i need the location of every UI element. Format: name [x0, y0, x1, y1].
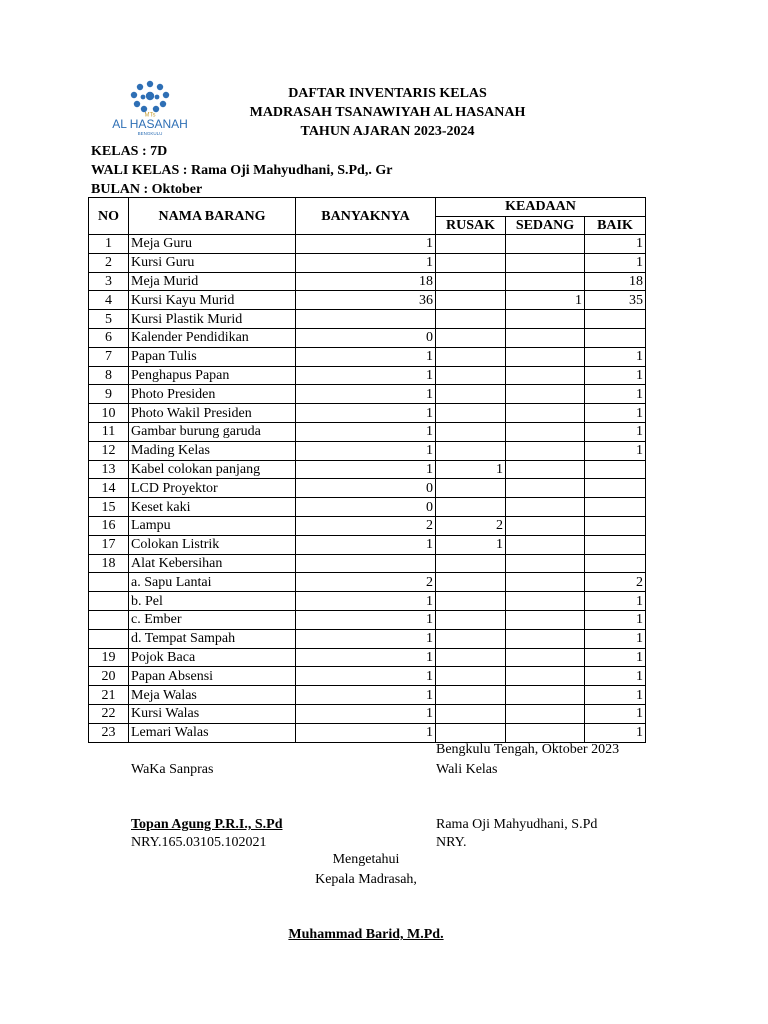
inventory-table-body — [89, 235, 646, 743]
table-row — [89, 272, 646, 291]
row-number: 10 — [89, 404, 129, 423]
item-quantity: 1 — [296, 235, 436, 254]
table-row — [89, 554, 646, 573]
item-good: 1 — [585, 648, 646, 667]
item-damaged — [436, 686, 506, 705]
item-fair — [506, 667, 585, 686]
row-number: 20 — [89, 667, 129, 686]
item-damaged — [436, 310, 506, 329]
item-quantity: 2 — [296, 516, 436, 535]
item-fair — [506, 629, 585, 648]
school-logo-emblem-icon — [104, 80, 196, 140]
item-name: Lampu — [129, 516, 296, 535]
item-quantity: 0 — [296, 498, 436, 517]
item-quantity: 1 — [296, 648, 436, 667]
table-row — [89, 347, 646, 366]
item-fair — [506, 366, 585, 385]
item-fair — [506, 328, 585, 347]
item-quantity: 18 — [296, 272, 436, 291]
row-number — [89, 610, 129, 629]
principal-name: Muhammad Barid, M.Pd. — [288, 927, 444, 942]
item-damaged — [436, 723, 506, 742]
item-good: 1 — [585, 422, 646, 441]
item-fair — [506, 704, 585, 723]
item-name: Photo Wakil Presiden — [129, 404, 296, 423]
header-item-name: NAMA BARANG — [129, 198, 296, 235]
row-number: 7 — [89, 347, 129, 366]
table-row — [89, 629, 646, 648]
item-name: Kursi Walas — [129, 704, 296, 723]
table-row — [89, 498, 646, 517]
row-number: 18 — [89, 554, 129, 573]
item-quantity: 1 — [296, 404, 436, 423]
table-row — [89, 667, 646, 686]
item-fair — [506, 610, 585, 629]
table-row — [89, 310, 646, 329]
item-name: Papan Absensi — [129, 667, 296, 686]
table-row — [89, 648, 646, 667]
item-fair — [506, 460, 585, 479]
row-number: 8 — [89, 366, 129, 385]
item-quantity: 2 — [296, 573, 436, 592]
item-name: Keset kaki — [129, 498, 296, 517]
item-name: Gambar burung garuda — [129, 422, 296, 441]
item-quantity: 1 — [296, 610, 436, 629]
item-quantity: 1 — [296, 704, 436, 723]
table-row — [89, 460, 646, 479]
item-good: 1 — [585, 723, 646, 742]
title-line-2: MADRASAH TSANAWIYAH AL HASANAH — [249, 105, 526, 120]
item-name: Kursi Plastik Murid — [129, 310, 296, 329]
item-damaged — [436, 253, 506, 272]
item-good: 1 — [585, 404, 646, 423]
item-good: 1 — [585, 235, 646, 254]
item-name: c. Ember — [129, 610, 296, 629]
item-good: 1 — [585, 366, 646, 385]
table-row — [89, 422, 646, 441]
item-quantity: 1 — [296, 460, 436, 479]
item-quantity: 1 — [296, 253, 436, 272]
homeroom-name: Rama Oji Mahyudhani, S.Pd — [436, 817, 598, 832]
item-damaged — [436, 328, 506, 347]
item-good: 1 — [585, 441, 646, 460]
item-fair — [506, 404, 585, 423]
item-good — [585, 328, 646, 347]
row-number: 15 — [89, 498, 129, 517]
item-damaged — [436, 704, 506, 723]
logo-text-mts: MTs — [144, 112, 156, 119]
logo-text-city: BENGKULU — [137, 131, 163, 136]
item-fair — [506, 253, 585, 272]
item-name: Meja Murid — [129, 272, 296, 291]
item-good: 1 — [585, 592, 646, 611]
item-good: 1 — [585, 667, 646, 686]
row-number — [89, 573, 129, 592]
item-quantity: 0 — [296, 479, 436, 498]
table-row — [89, 573, 646, 592]
item-fair — [506, 648, 585, 667]
item-name: Lemari Walas — [129, 723, 296, 742]
item-fair — [506, 441, 585, 460]
item-damaged — [436, 385, 506, 404]
table-row — [89, 723, 646, 742]
item-damaged — [436, 667, 506, 686]
table-row — [89, 535, 646, 554]
row-number: 17 — [89, 535, 129, 554]
vice-principal-role: WaKa Sanpras — [131, 762, 214, 777]
item-fair — [506, 310, 585, 329]
header-quantity: BANYAKNYA — [296, 198, 436, 235]
row-number: 6 — [89, 328, 129, 347]
item-good: 1 — [585, 686, 646, 705]
item-name: LCD Proyektor — [129, 479, 296, 498]
item-good: 1 — [585, 610, 646, 629]
header-fair: SEDANG — [506, 216, 585, 235]
item-damaged: 2 — [436, 516, 506, 535]
item-name: Kalender Pendidikan — [129, 328, 296, 347]
table-row — [89, 479, 646, 498]
table-row — [89, 235, 646, 254]
item-damaged — [436, 404, 506, 423]
item-name: Mading Kelas — [129, 441, 296, 460]
item-quantity: 1 — [296, 667, 436, 686]
homeroom-teacher-label: WALI KELAS : Rama Oji Mahyudhani, S.Pd,. Gr — [91, 163, 393, 178]
item-name: Colokan Listrik — [129, 535, 296, 554]
item-damaged: 1 — [436, 535, 506, 554]
item-fair — [506, 592, 585, 611]
row-number: 4 — [89, 291, 129, 310]
item-good — [585, 479, 646, 498]
row-number: 9 — [89, 385, 129, 404]
row-number: 23 — [89, 723, 129, 742]
item-fair — [506, 516, 585, 535]
item-name: d. Tempat Sampah — [129, 629, 296, 648]
principal-role: Kepala Madrasah, — [315, 872, 417, 887]
item-good: 1 — [585, 347, 646, 366]
header-damaged: RUSAK — [436, 216, 506, 235]
item-good: 2 — [585, 573, 646, 592]
header-no: NO — [89, 198, 129, 235]
row-number: 5 — [89, 310, 129, 329]
row-number: 12 — [89, 441, 129, 460]
item-good — [585, 554, 646, 573]
item-damaged — [436, 441, 506, 460]
item-quantity: 1 — [296, 629, 436, 648]
item-fair — [506, 235, 585, 254]
item-name: Photo Presiden — [129, 385, 296, 404]
item-damaged — [436, 235, 506, 254]
item-damaged — [436, 648, 506, 667]
item-quantity: 0 — [296, 328, 436, 347]
item-damaged — [436, 422, 506, 441]
table-row — [89, 441, 646, 460]
row-number: 21 — [89, 686, 129, 705]
table-row — [89, 704, 646, 723]
item-quantity: 1 — [296, 592, 436, 611]
row-number: 1 — [89, 235, 129, 254]
item-name: Penghapus Papan — [129, 366, 296, 385]
row-number: 14 — [89, 479, 129, 498]
item-quantity: 1 — [296, 422, 436, 441]
acknowledged-label: Mengetahui — [332, 852, 400, 867]
item-fair — [506, 385, 585, 404]
row-number — [89, 592, 129, 611]
item-fair — [506, 535, 585, 554]
class-label: KELAS : 7D — [91, 144, 168, 159]
homeroom-role: Wali Kelas — [436, 762, 498, 777]
item-name: Kursi Guru — [129, 253, 296, 272]
header-good: BAIK — [585, 216, 646, 235]
item-damaged — [436, 554, 506, 573]
row-number: 22 — [89, 704, 129, 723]
item-fair — [506, 479, 585, 498]
item-fair: 1 — [506, 291, 585, 310]
item-damaged — [436, 610, 506, 629]
item-name: b. Pel — [129, 592, 296, 611]
item-damaged — [436, 366, 506, 385]
item-fair — [506, 554, 585, 573]
item-damaged: 1 — [436, 460, 506, 479]
item-quantity — [296, 310, 436, 329]
item-good — [585, 535, 646, 554]
item-name: Kabel colokan panjang — [129, 460, 296, 479]
item-quantity: 1 — [296, 441, 436, 460]
item-fair — [506, 723, 585, 742]
homeroom-nry: NRY. — [436, 835, 467, 850]
item-damaged — [436, 291, 506, 310]
item-fair — [506, 347, 585, 366]
title-line-1: DAFTAR INVENTARIS KELAS — [288, 86, 487, 101]
table-row — [89, 366, 646, 385]
item-quantity: 36 — [296, 291, 436, 310]
item-quantity: 1 — [296, 535, 436, 554]
vice-principal-name: Topan Agung P.R.I., S.Pd — [131, 817, 283, 832]
item-name: Kursi Kayu Murid — [129, 291, 296, 310]
item-name: a. Sapu Lantai — [129, 573, 296, 592]
item-fair — [506, 686, 585, 705]
item-name: Pojok Baca — [129, 648, 296, 667]
item-quantity: 1 — [296, 686, 436, 705]
row-number: 16 — [89, 516, 129, 535]
item-fair — [506, 573, 585, 592]
inventory-table — [88, 197, 646, 743]
item-fair — [506, 422, 585, 441]
table-row — [89, 328, 646, 347]
school-logo — [104, 80, 196, 140]
title-line-3: TAHUN AJARAN 2023-2024 — [300, 124, 475, 139]
item-damaged — [436, 573, 506, 592]
table-row — [89, 385, 646, 404]
item-name: Meja Guru — [129, 235, 296, 254]
header-condition: KEADAAN — [436, 198, 646, 217]
table-row — [89, 253, 646, 272]
row-number — [89, 629, 129, 648]
item-quantity — [296, 554, 436, 573]
item-good: 1 — [585, 629, 646, 648]
item-fair — [506, 498, 585, 517]
item-good — [585, 460, 646, 479]
table-row — [89, 516, 646, 535]
item-good: 1 — [585, 253, 646, 272]
item-name: Alat Kebersihan — [129, 554, 296, 573]
row-number: 11 — [89, 422, 129, 441]
item-good: 1 — [585, 704, 646, 723]
item-damaged — [436, 592, 506, 611]
month-label: BULAN : Oktober — [91, 182, 203, 197]
item-good: 18 — [585, 272, 646, 291]
table-header-row — [89, 198, 646, 217]
item-quantity: 1 — [296, 723, 436, 742]
item-good — [585, 310, 646, 329]
item-damaged — [436, 347, 506, 366]
item-good: 1 — [585, 385, 646, 404]
row-number: 2 — [89, 253, 129, 272]
place-date: Bengkulu Tengah, Oktober 2023 — [436, 742, 620, 757]
row-number: 3 — [89, 272, 129, 291]
item-damaged — [436, 272, 506, 291]
vice-principal-nry: NRY.165.03105.102021 — [131, 835, 267, 850]
item-damaged — [436, 629, 506, 648]
item-name: Papan Tulis — [129, 347, 296, 366]
table-row — [89, 291, 646, 310]
item-fair — [506, 272, 585, 291]
item-good: 35 — [585, 291, 646, 310]
table-row — [89, 592, 646, 611]
item-damaged — [436, 479, 506, 498]
item-damaged — [436, 498, 506, 517]
item-quantity: 1 — [296, 347, 436, 366]
item-name: Meja Walas — [129, 686, 296, 705]
class-info — [91, 142, 392, 199]
row-number: 19 — [89, 648, 129, 667]
table-row — [89, 404, 646, 423]
item-quantity: 1 — [296, 385, 436, 404]
document-title — [200, 84, 575, 141]
logo-text-name: AL HASANAH — [112, 117, 188, 131]
row-number: 13 — [89, 460, 129, 479]
table-row — [89, 686, 646, 705]
item-quantity: 1 — [296, 366, 436, 385]
table-row — [89, 610, 646, 629]
item-good — [585, 516, 646, 535]
item-good — [585, 498, 646, 517]
